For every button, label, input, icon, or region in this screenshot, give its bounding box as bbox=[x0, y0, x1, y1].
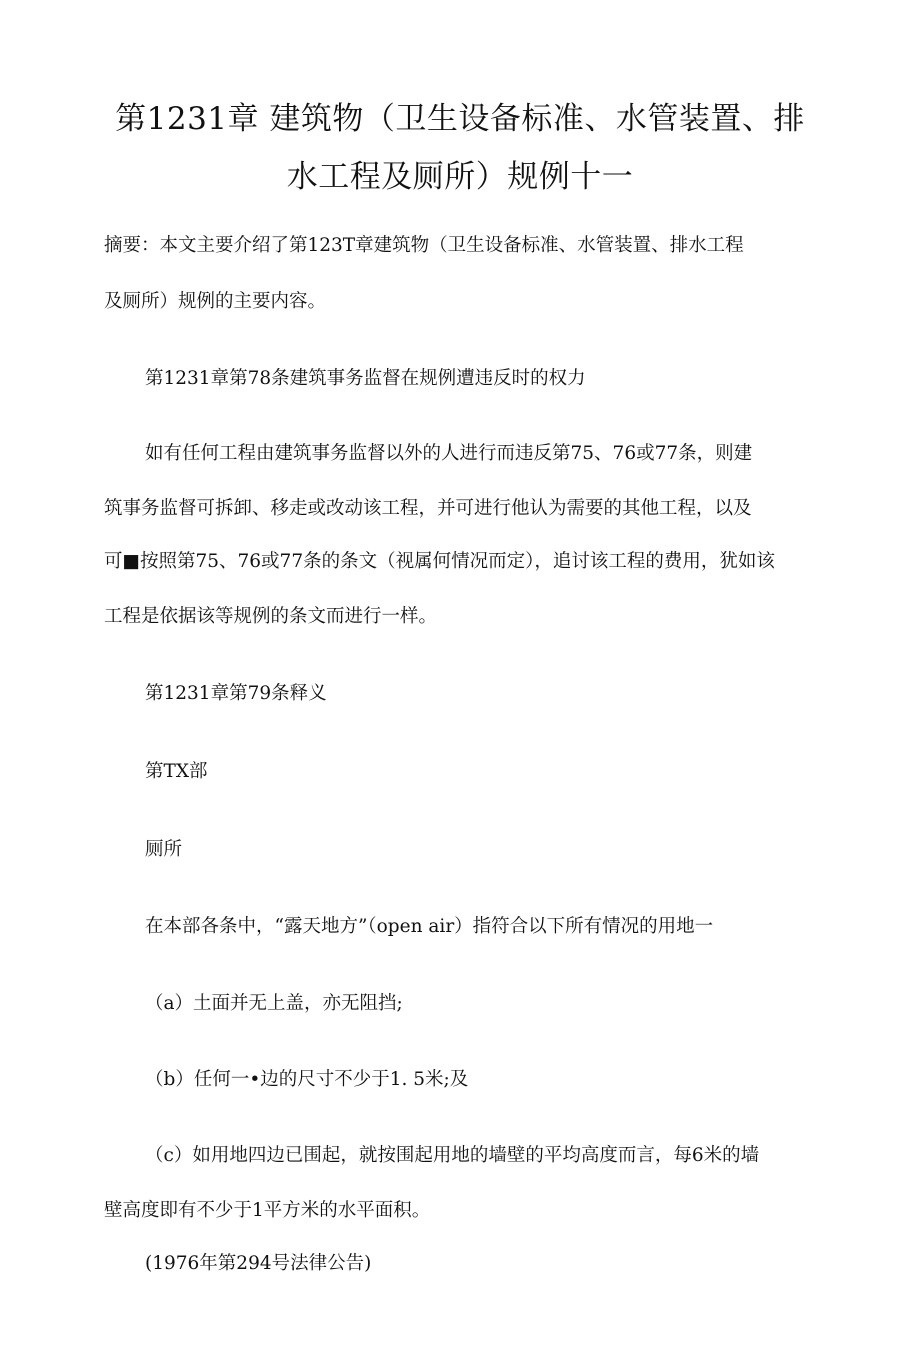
section-78-heading: 第1231章第78条建筑事务监督在规例遭违反时的权力 bbox=[145, 368, 586, 389]
definition-intro: 在本部各条中，“露天地方”（open air）指符合以下所有情况的用地一 bbox=[145, 916, 714, 937]
section-78-body-line-1: 如有任何工程由建筑事务监督以外的人进行而违反第75、76或77条，则建 bbox=[145, 443, 753, 464]
definition-item-c-line-2: 壁高度即有不少于1平方米的水平面积。 bbox=[104, 1200, 431, 1221]
definition-item-c-line-1: （c）如用地四边已围起，就按围起用地的墙壁的平均高度而言，每6米的墙 bbox=[145, 1145, 760, 1166]
section-78-body-line-4: 工程是依据该等规例的条文而进行一样。 bbox=[104, 606, 438, 627]
abstract-line-2: 及厕所）规例的主要内容。 bbox=[104, 291, 327, 312]
section-78-body-line-2: 筑事务监督可拆卸、移走或改动该工程，并可进行他认为需要的其他工程，以及 bbox=[104, 498, 752, 519]
legal-citation: (1976年第294号法律公告) bbox=[145, 1253, 372, 1274]
title-line-2: 水工程及厕所）规例十一 bbox=[286, 159, 634, 195]
section-78-body-line-3: 可■按照第75、76或77条的条文（视属何情况而定），追讨该工程的费用，犹如该 bbox=[104, 551, 775, 572]
definition-item-b: （b）任何一•边的尺寸不少于1. 5米;及 bbox=[145, 1069, 469, 1090]
part-title: 厕所 bbox=[145, 839, 183, 860]
abstract-line-1: 摘要：本文主要介绍了第123T章建筑物（卫生设备标准、水管装置、排水工程 bbox=[104, 235, 744, 256]
part-heading: 第TX部 bbox=[145, 761, 208, 782]
title-line-1: 第1231章 建筑物（卫生设备标准、水管装置、排 bbox=[115, 101, 805, 137]
document-title bbox=[100, 90, 820, 206]
section-79-heading: 第1231章第79条释义 bbox=[145, 683, 327, 704]
definition-item-a: （a）土面并无上盖，亦无阻挡; bbox=[145, 993, 403, 1014]
